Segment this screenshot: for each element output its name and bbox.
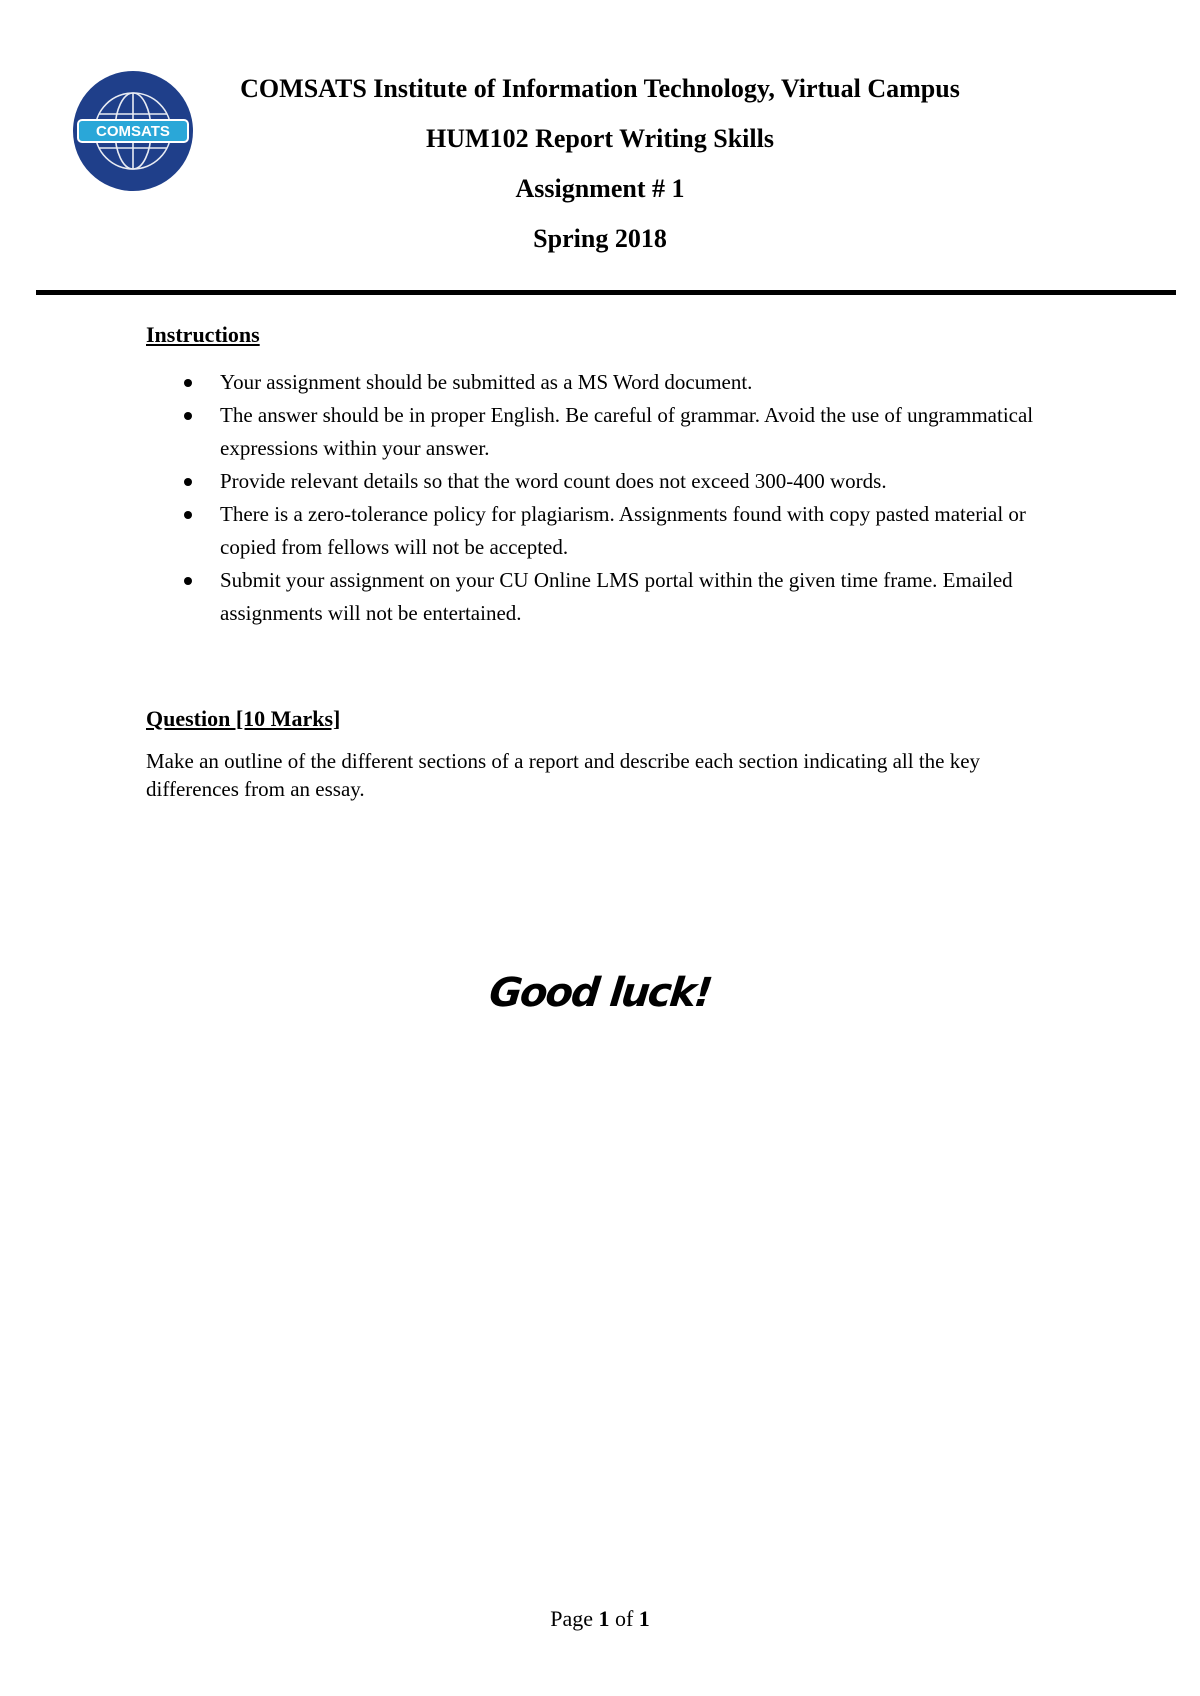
instruction-text: Provide relevant details so that the word count does not exceed 300-400 words. bbox=[220, 469, 887, 493]
instruction-text: The answer should be in proper English. Be careful of grammar. Avoid the use of ungrammatical expressions within your answer. bbox=[220, 403, 1034, 460]
list-item bbox=[146, 498, 1066, 564]
question-heading: Question [10 Marks] bbox=[146, 706, 341, 731]
instructions-list bbox=[146, 366, 1066, 630]
list-item bbox=[146, 399, 1066, 465]
list-item bbox=[146, 465, 1066, 498]
closing-message: Good luck! bbox=[487, 970, 713, 1016]
bullet-icon bbox=[184, 511, 192, 519]
list-item bbox=[146, 366, 1066, 399]
instruction-text: There is a zero-tolerance policy for plagiarism. Assignments found with copy pasted material or copied from fellows will not be accepted. bbox=[220, 502, 1026, 559]
bullet-icon bbox=[184, 379, 192, 387]
page-footer bbox=[0, 1606, 1200, 1632]
instructions-heading: Instructions bbox=[146, 322, 260, 347]
of-word: of bbox=[614, 1606, 634, 1631]
bullet-icon bbox=[184, 478, 192, 486]
instruction-text: Submit your assignment on your CU Online LMS portal within the given time frame. Emailed assignments will not be entertained. bbox=[220, 568, 1013, 625]
question-body: Make an outline of the different sections of a report and describe each section indicating all the key differences from an essay. bbox=[146, 749, 981, 801]
logo-text: COMSATS bbox=[96, 123, 170, 140]
institution-title: COMSATS Institute of Information Technology, Virtual Campus bbox=[240, 74, 960, 103]
current-page-number: 1 bbox=[598, 1606, 610, 1631]
page-word: Page bbox=[550, 1606, 593, 1631]
header-divider bbox=[36, 290, 1176, 295]
assignment-number: Assignment # 1 bbox=[515, 174, 685, 203]
instruction-text: Your assignment should be submitted as a MS Word document. bbox=[220, 370, 753, 394]
course-title: HUM102 Report Writing Skills bbox=[426, 124, 774, 153]
bullet-icon bbox=[184, 412, 192, 420]
term-label: Spring 2018 bbox=[533, 224, 667, 253]
list-item bbox=[146, 564, 1066, 630]
total-page-count: 1 bbox=[638, 1606, 650, 1631]
bullet-icon bbox=[184, 577, 192, 585]
